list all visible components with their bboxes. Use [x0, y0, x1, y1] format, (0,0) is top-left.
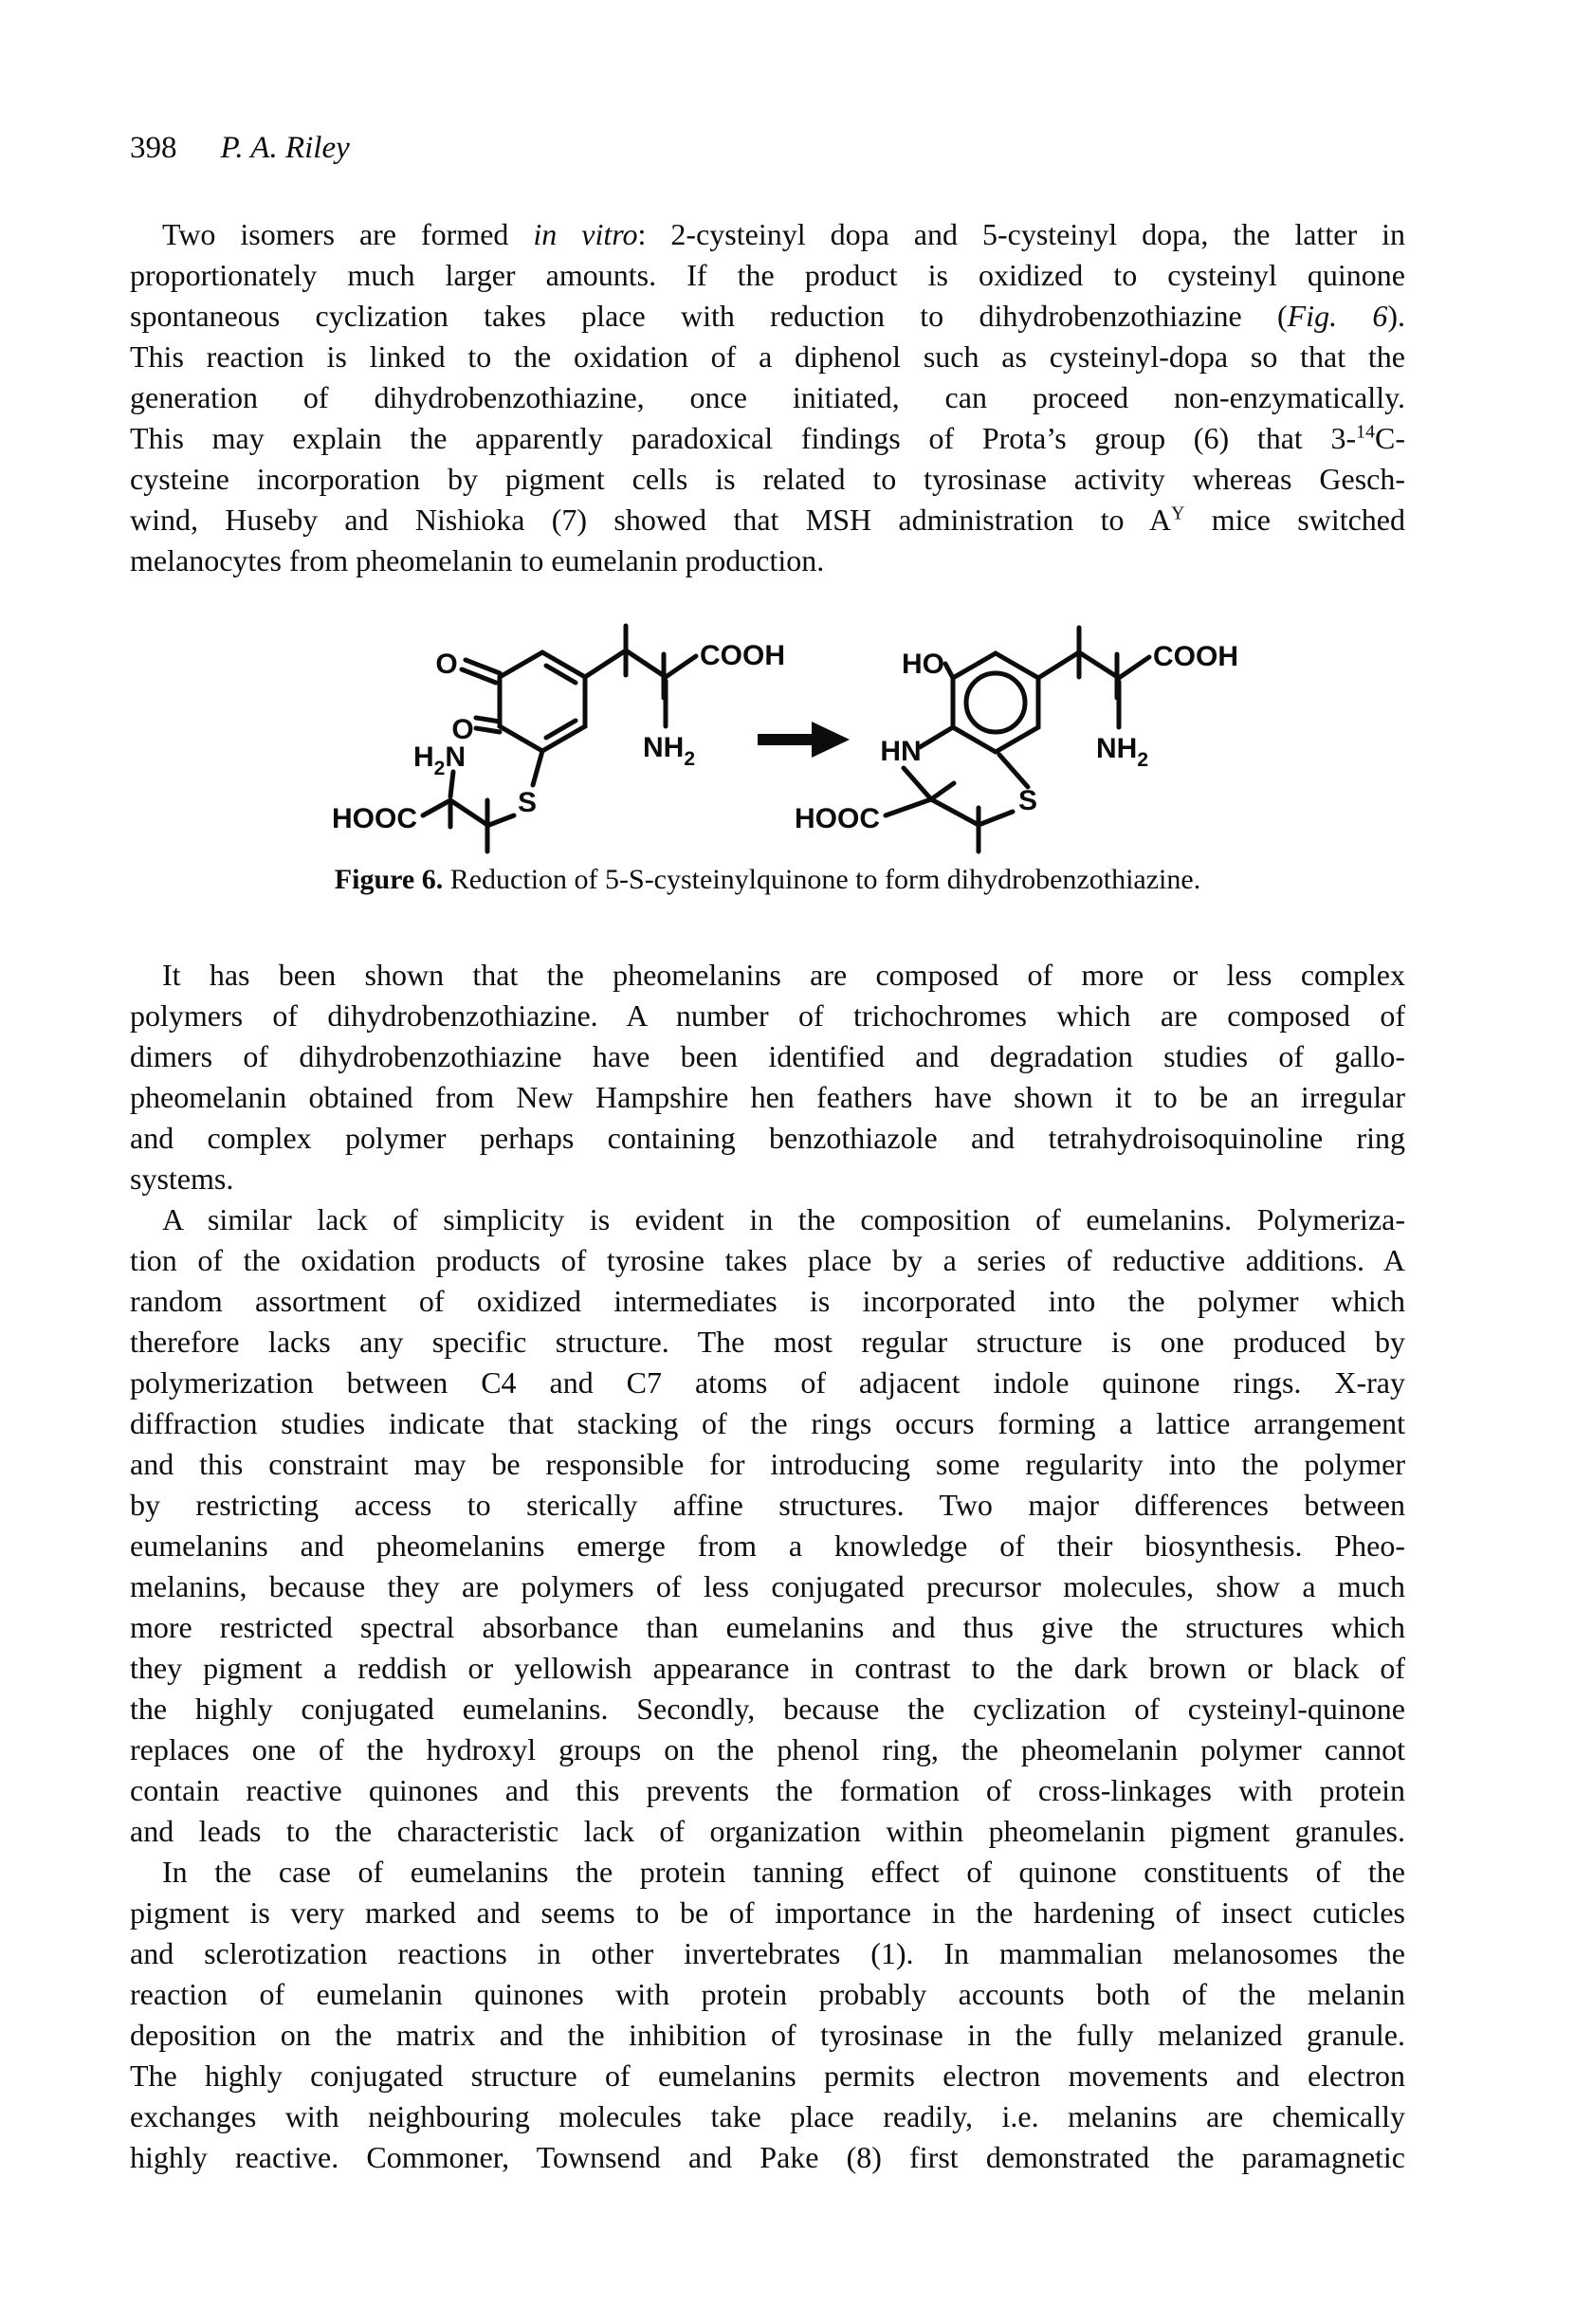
atom-label-o-mid: O [451, 714, 474, 745]
text-line: pheomelanin obtained from New Hampshire hen feathers have shown it to be an irregular [130, 1080, 1405, 1114]
text-line: more restricted spectral absorbance than eumelanins and thus give the structures which [130, 1610, 1405, 1644]
text-line: therefore lacks any specific structure. The most regular structure is one produced by [130, 1325, 1405, 1359]
italic-text: in vitro [533, 217, 638, 251]
group-label-h2n: $H_2N$ [413, 741, 467, 779]
text-line: exchanges with neighbouring molecules take place readily, i.e. melanins are chemically [130, 2099, 1405, 2133]
page-header [130, 131, 350, 166]
text-line: they pigment a reddish or yellowish appearance in contrast to the dark brown or black of [130, 1651, 1405, 1685]
group-label-hooc: HOOC [795, 803, 880, 834]
superscript-14: 14 [1356, 421, 1375, 443]
atom-label-s: S [517, 787, 538, 818]
paragraph-3 [130, 1199, 1405, 1852]
text-line: melanocytes from pheomelanin to eumelanin production. [130, 543, 825, 577]
text-line: diffraction studies indicate that stacking of the rings occurs forming a lattice arrangement [130, 1406, 1405, 1440]
figure-caption-text: Reduction of 5-S-cysteinylquinone to form dihydrobenzothiazine. [443, 864, 1201, 895]
text-segment: C- [1375, 421, 1405, 455]
text-line: systems. [130, 1162, 234, 1196]
text-line: generation of dihydrobenzothiazine, once initiated, can proceed non-enzymatically. [130, 380, 1405, 414]
text-line: by restricting access to sterically affine structures. Two major differences between [130, 1488, 1405, 1522]
group-label-nh2: $NH_2$ [643, 732, 696, 770]
reactant-structure [332, 626, 785, 851]
figure-6 [237, 597, 1337, 868]
text-line [130, 500, 1405, 540]
text-segment: : 2-cysteinyl dopa and 5-cysteinyl dopa, the latter in [637, 217, 1406, 251]
paragraph-1 [130, 214, 1405, 581]
group-label-cooh: COOH [700, 640, 785, 671]
text-segment: This may explain the apparently paradoxical findings of Prota’s group (6) that 3- [130, 421, 1357, 455]
text-line: polymers of dihydrobenzothiazine. A number of trichochromes which are composed of [130, 998, 1405, 1033]
text-line: and leads to the characteristic lack of organization within pheomelanin pigment granules. [130, 1814, 1405, 1848]
text-line: cysteine incorporation by pigment cells is related to tyrosinase activity whereas Gesch- [130, 462, 1405, 496]
text-line: polymerization between C4 and C7 atoms of adjacent indole quinone rings. X-ray [130, 1365, 1405, 1400]
reaction-arrow-icon [758, 722, 850, 758]
text-segment: ). [1387, 299, 1406, 333]
product-structure [795, 628, 1238, 851]
text-line: highly reactive. Commoner, Townsend and Pake (8) first demonstrated the paramagnetic [130, 2140, 1405, 2174]
text-line: and sclerotization reactions in other invertebrates (1). In mammalian melanosomes the [130, 1936, 1405, 1970]
text-segment: Two isomers are formed [162, 217, 534, 251]
group-label-hn: HN [880, 736, 922, 767]
text-line: and complex polymer perhaps containing benzothiazole and tetrahydroisoquinoline ring [130, 1121, 1405, 1155]
group-label-nh2: $NH_2$ [1096, 733, 1149, 771]
text-line: eumelanins and pheomelanins emerge from a knowledge of their biosynthesis. Pheo- [130, 1528, 1405, 1563]
text-line: reaction of eumelanin quinones with protein probably accounts both of the melanin [130, 1977, 1405, 2011]
text-line: contain reactive quinones and this prevents the formation of cross-linkages with protein [130, 1773, 1405, 1807]
text-line: dimers of dihydrobenzothiazine have been identified and degradation studies of gallo- [130, 1039, 1405, 1073]
text-line [130, 296, 1405, 337]
text-line: replaces one of the hydroxyl groups on the phenol ring, the pheomelanin polymer cannot [130, 1732, 1405, 1766]
figure-caption-label: Figure 6. [334, 864, 444, 895]
text-line: and this constraint may be responsible for introducing some regularity into the polymer [130, 1447, 1405, 1481]
text-line: tion of the oxidation products of tyrosine takes place by a series of reductive additions. A [130, 1243, 1405, 1277]
text-line [130, 418, 1405, 459]
group-label-cooh: COOH [1153, 641, 1238, 672]
paragraph-4 [130, 1852, 1405, 2178]
italic-text: Fig. 6 [1287, 299, 1388, 333]
superscript-y: Y [1171, 503, 1185, 524]
figure-caption [130, 861, 1405, 899]
text-line: melanins, because they are polymers of less conjugated precursor molecules, show a much [130, 1569, 1405, 1603]
text-line: This reaction is linked to the oxidation of a diphenol such as cysteinyl-dopa so that the [130, 339, 1405, 374]
text-line: the highly conjugated eumelanins. Secondly, because the cyclization of cysteinyl-quinone [130, 1692, 1405, 1726]
text-line: proportionately much larger amounts. If the product is oxidized to cysteinyl quinone [130, 258, 1405, 292]
text-segment: wind, Huseby and Nishioka (7) showed that MSH administration to A [130, 503, 1172, 537]
text-line: The highly conjugated structure of eumelanins permits electron movements and electron [130, 2059, 1405, 2093]
page-number: 398 [130, 131, 177, 165]
atom-label-s: S [1017, 785, 1038, 816]
running-head: P. A. Riley [220, 131, 350, 165]
atom-label-o-top: O [435, 649, 458, 680]
group-label-ho: HO [902, 649, 944, 680]
text-line: pigment is very marked and seems to be of importance in the hardening of insect cuticles [130, 1895, 1405, 1930]
group-label-hooc: HOOC [332, 803, 417, 834]
text-line: random assortment of oxidized intermediates is incorporated into the polymer which [130, 1284, 1405, 1318]
figure-6-chemical-diagram [237, 597, 1337, 868]
text-line: It has been shown that the pheomelanins are composed of more or less complex [162, 958, 1405, 992]
text-segment: mice switched [1184, 503, 1406, 537]
paragraph-2 [130, 955, 1405, 1199]
text-line: In the case of eumelanins the protein tanning effect of quinone constituents of the [162, 1855, 1405, 1889]
text-segment: spontaneous cyclization takes place with reduction to dihydrobenzothiazine ( [130, 299, 1288, 333]
text-line: A similar lack of simplicity is evident in the composition of eumelanins. Polymeriza- [162, 1202, 1405, 1236]
text-line [130, 214, 1405, 255]
text-line: deposition on the matrix and the inhibition of tyrosinase in the fully melanized granule. [130, 2018, 1405, 2052]
